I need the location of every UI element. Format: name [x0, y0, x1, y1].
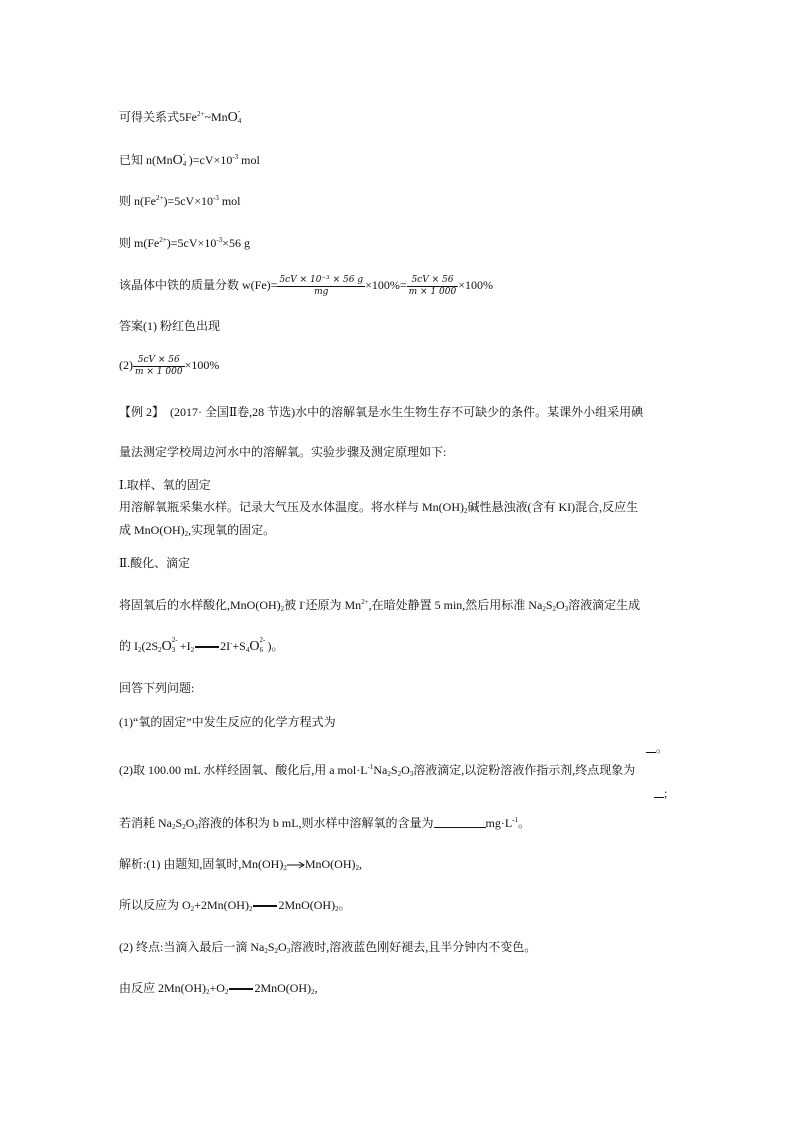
line-n-fe: 则 $n(Fe^{2+})=5cV\times 10^{-3}$ mol [119, 194, 241, 208]
fraction-2: $\frac{5cV \times 56}{m \times 1 000}$ [408, 274, 457, 297]
example-2-line-b: 量法测定学校周边河水中的溶解氧。实验步骤及测定原理如下: [119, 445, 447, 459]
question-2-line-b: 若消耗 $Na_2S_2O_3$溶液的体积为 b mL,则水样中溶解氧的含量为 $mg\cdot L^{-1}$。 [119, 816, 531, 831]
section-1-title: Ⅰ.取样、氧的固定 [119, 478, 211, 492]
thiosulfate-ion: O 2- 3 [161, 636, 178, 654]
equals-bar [253, 905, 277, 907]
arrow-icon [287, 861, 305, 869]
line-mass-fraction: 该晶体中铁的质量分数 w(Fe)= $\frac{\text{5cV × 10⁻³ × 56 g}}{mg}$ ×100%= $\frac{5cV \times 56}{m \times 1 000}$ ×100% [119, 274, 493, 297]
question-2-line-a: (2)取 100.00 mL 水样经固氧、酸化后,用 a $mol\cdot L^{-1}Na_2S_2O_3$溶液滴定,以淀粉溶液作指示剂,终点现象为 [119, 763, 636, 778]
line-known: 已知 n(MnO - 4 )$=cV\times 10^{-3}$ mol [119, 150, 260, 168]
answer-blank[interactable] [434, 816, 486, 828]
fraction-1: $\frac{\text{5cV × 10⁻³ × 56 g}}{mg}$ [279, 274, 364, 297]
line-m-fe: 则 $m(Fe^{2+})=5cV\times 10^{-3}\times 56$ g [119, 236, 250, 250]
analysis-3: 由反应 $2Mn(OH)_2+O_2$ $2MnO(OH)_2$, [119, 981, 318, 996]
permanganate-ion: O - 4 [227, 107, 242, 125]
analysis-reaction: 所以反应为 $O_2+2Mn(OH)_2$ $2MnO(OH)_2$。 [119, 898, 351, 913]
question-2-blank-a[interactable]: ; [654, 785, 667, 801]
tetrathionate-ion: O 2- 6 [249, 636, 266, 654]
equals-bar [229, 988, 253, 990]
analysis-1: 解析:(1) 由题知,固氧时$,Mn(OH)_2$ $MnO(OH)_2$, [119, 857, 362, 872]
question-1: (1)“氧的固定”中发生反应的化学方程式为 [119, 715, 336, 729]
equals-bar [195, 646, 219, 648]
permanganate-ion: O - 4 [172, 150, 187, 168]
section-2-line-b: 的 $I_2(2S_2O$ 2- 3 $+I_2$ $2I^-+S_4O$ 2- 6 )。 [119, 636, 284, 654]
answer-1: 答案(1) 粉红色出现 [119, 319, 220, 333]
section-1-line-a: 用溶解氧瓶采集水样。记录大气压及水体温度。将水样与 $Mn(OH)_2$碱性悬浊液(含有 KI)混合,反应生 [119, 500, 639, 515]
section-1-line-b: 成 $MnO(OH)_2$,实现氧的固定。 [119, 523, 276, 538]
question-1-blank[interactable]: 。 [646, 740, 668, 756]
line-relation: 可得关系式$5Fe^{2+}\sim MnO$ - 4 [119, 107, 242, 125]
analysis-2: (2) 终点:当滴入最后一滴 $Na_2S_2O_3$溶液时,溶液蓝色刚好褪去,且半分钟内不变色。 [119, 940, 537, 955]
answer-2: (2) $\frac{5cV \times 56}{m \times 1 000}$ ×100% [119, 354, 220, 377]
fraction-answer: $\frac{5cV \times 56}{m \times 1 000}$ [135, 354, 183, 377]
section-2-title: Ⅱ.酸化、滴定 [119, 556, 191, 570]
example-2-line-a: 【例 2】 (2017· 全国Ⅱ卷,28 节选)水中的溶解氧是水生生物生存不可缺少的条件。某课外小组采用碘 [119, 405, 644, 419]
section-2-line-a: 将固氧后的水样酸化$,MnO(OH)_2$被 I-还原为 $Mn^{2+}$,在暗处静置 5 min,然后用标准 $Na_2S_2O_3$溶液滴定生成 [119, 598, 641, 613]
questions-intro: 回答下列问题: [119, 681, 195, 695]
